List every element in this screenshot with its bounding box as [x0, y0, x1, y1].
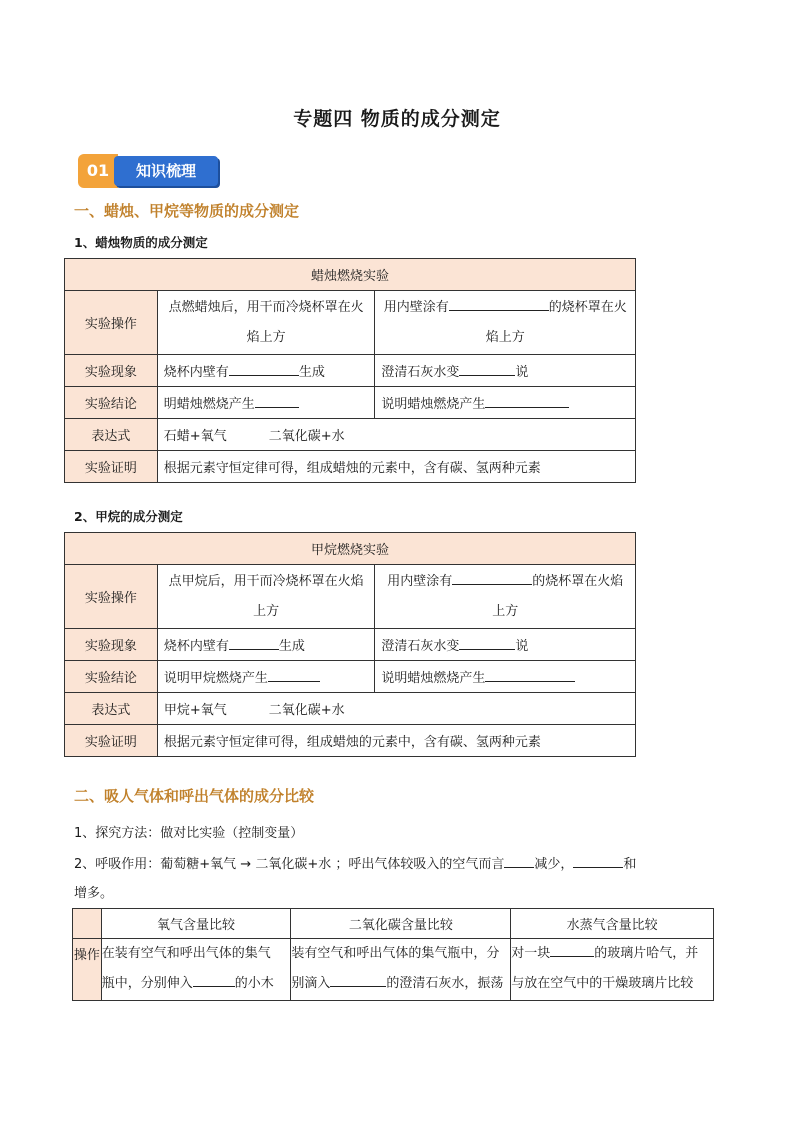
fill-blank[interactable] — [485, 393, 569, 408]
cell-text: 澄清石灰水变 — [381, 639, 460, 654]
cell-text — [101, 939, 291, 1001]
para-text: 2、呼吸作用：葡萄糖+氧气 → 二氧化碳+水 ；呼出气体较吸入的空气而言 — [74, 857, 505, 872]
para-text: 和 — [623, 857, 637, 872]
breath-compare-table — [72, 908, 714, 1001]
fill-blank[interactable] — [550, 942, 594, 957]
paragraph-2 — [74, 853, 724, 872]
page-title: 专题四 物质的成分测定 — [293, 108, 501, 130]
cell-text: 说明蜡烛燃烧产生 — [381, 671, 486, 686]
fill-blank[interactable] — [449, 296, 549, 311]
row-label: 实验操作 — [65, 565, 158, 629]
cell-text: 二氧化碳+水 — [268, 703, 345, 718]
fill-blank[interactable] — [485, 667, 575, 682]
cell-text: 说 — [515, 365, 529, 380]
row-label: 实验结论 — [65, 387, 158, 419]
column-header: 二氧化碳含量比较 — [291, 909, 511, 939]
cell-text: 生成 — [298, 365, 325, 380]
row-label: 实验证明 — [65, 725, 158, 757]
cell-text: 根据元素守恒定律可得，组成蜡烛的元素中，含有碳、氢两种元素 — [157, 451, 635, 483]
cell-text — [157, 661, 375, 693]
cell-text: 明蜡烛燃烧产生 — [163, 397, 255, 412]
cell-line: 与放在空气中的干燥玻璃片比较 — [511, 976, 694, 991]
table-header: 甲烷燃烧实验 — [65, 533, 636, 565]
cell-text — [375, 387, 636, 419]
cell-text — [157, 387, 375, 419]
fill-blank[interactable] — [504, 853, 534, 868]
cell-text: 说明蜡烛燃烧产生 — [381, 397, 486, 412]
cell-text: 点甲烷后，用干而冷烧杯罩在火焰上方 — [157, 565, 375, 629]
cell-text: 用内壁涂有 — [387, 573, 453, 589]
fill-blank[interactable] — [268, 667, 320, 682]
section2-heading: 二、吸人气体和呼出气体的成分比较 — [74, 787, 315, 805]
paragraph-2-cont: 增多。 — [74, 886, 114, 901]
candle-table — [64, 258, 636, 483]
section1-heading: 一、蜡烛、甲烷等物质的成分测定 — [74, 202, 300, 220]
row-label: 实验操作 — [65, 291, 158, 355]
fill-blank[interactable] — [229, 635, 279, 650]
cell-text: 的烧杯罩在火焰上方 — [485, 299, 627, 345]
cell-text — [157, 355, 375, 387]
cell-text — [291, 939, 511, 1001]
cell-text: 甲烷+氧气 — [163, 703, 227, 718]
row-label: 表达式 — [65, 419, 158, 451]
fill-blank[interactable] — [193, 972, 235, 987]
fill-blank[interactable] — [330, 972, 386, 987]
cell-text — [157, 419, 635, 451]
paragraph-1: 1、探究方法：做对比实验（控制变量） — [74, 826, 304, 841]
cell-text: 的小木 — [234, 976, 274, 991]
cell-text: 瓶中，分别伸入 — [101, 976, 193, 991]
cell-text — [375, 355, 636, 387]
row-label: 实验现象 — [65, 629, 158, 661]
fill-blank[interactable] — [459, 361, 515, 376]
cell-text — [375, 661, 636, 693]
badge-label: 知识梳理 — [114, 156, 218, 186]
cell-text: 的玻璃片哈气，并 — [594, 946, 699, 961]
cell-text: 二氧化碳+水 — [268, 429, 345, 444]
fill-blank[interactable] — [573, 853, 623, 868]
row-label: 操作 — [73, 939, 102, 1001]
cell-text: 烧杯内壁有 — [163, 365, 229, 380]
row-label: 实验结论 — [65, 661, 158, 693]
section1-sub1: 1、蜡烛物质的成分测定 — [74, 235, 208, 250]
corner-cell — [73, 909, 102, 939]
cell-text — [511, 939, 714, 1001]
cell-text: 点燃蜡烛后，用干而冷烧杯罩在火焰上方 — [157, 291, 375, 355]
column-header: 氧气含量比较 — [101, 909, 291, 939]
para-text: 减少， — [534, 857, 574, 872]
cell-text: 生成 — [278, 639, 305, 654]
cell-text: 石蜡+氧气 — [163, 429, 227, 444]
fill-blank[interactable] — [255, 393, 299, 408]
cell-text: 的烧杯罩在火焰上方 — [492, 573, 624, 619]
cell-text — [157, 629, 375, 661]
cell-text: 别滴入 — [291, 976, 331, 991]
row-label: 实验证明 — [65, 451, 158, 483]
fill-blank[interactable] — [459, 635, 515, 650]
cell-text: 对一块 — [511, 946, 551, 961]
cell-text: 的澄清石灰水，振荡 — [386, 976, 504, 991]
cell-line: 装有空气和呼出气体的集气瓶中，分 — [291, 946, 500, 961]
cell-text — [157, 693, 635, 725]
cell-line — [291, 969, 510, 999]
cell-text — [375, 291, 636, 355]
cell-text: 烧杯内壁有 — [163, 639, 229, 654]
cell-text — [375, 565, 636, 629]
fill-blank[interactable] — [229, 361, 299, 376]
column-header: 水蒸气含量比较 — [511, 909, 714, 939]
cell-text: 说明甲烷燃烧产生 — [163, 671, 268, 686]
cell-text: 用内壁涂有 — [383, 299, 449, 315]
fill-blank[interactable] — [452, 570, 532, 585]
cell-text: 根据元素守恒定律可得，组成蜡烛的元素中，含有碳、氢两种元素 — [157, 725, 635, 757]
section-badge — [78, 154, 220, 188]
section1-sub2: 2、甲烷的成分测定 — [74, 509, 183, 524]
badge-number: 01 — [78, 154, 118, 188]
methane-table — [64, 532, 636, 757]
row-label: 表达式 — [65, 693, 158, 725]
row-label: 实验现象 — [65, 355, 158, 387]
cell-text: 说 — [515, 639, 529, 654]
cell-line — [102, 969, 291, 999]
cell-line — [511, 939, 713, 969]
cell-text — [375, 629, 636, 661]
cell-line: 在装有空气和呼出气体的集气 — [101, 946, 271, 961]
cell-text: 澄清石灰水变 — [381, 365, 460, 380]
table-header: 蜡烛燃烧实验 — [65, 259, 636, 291]
